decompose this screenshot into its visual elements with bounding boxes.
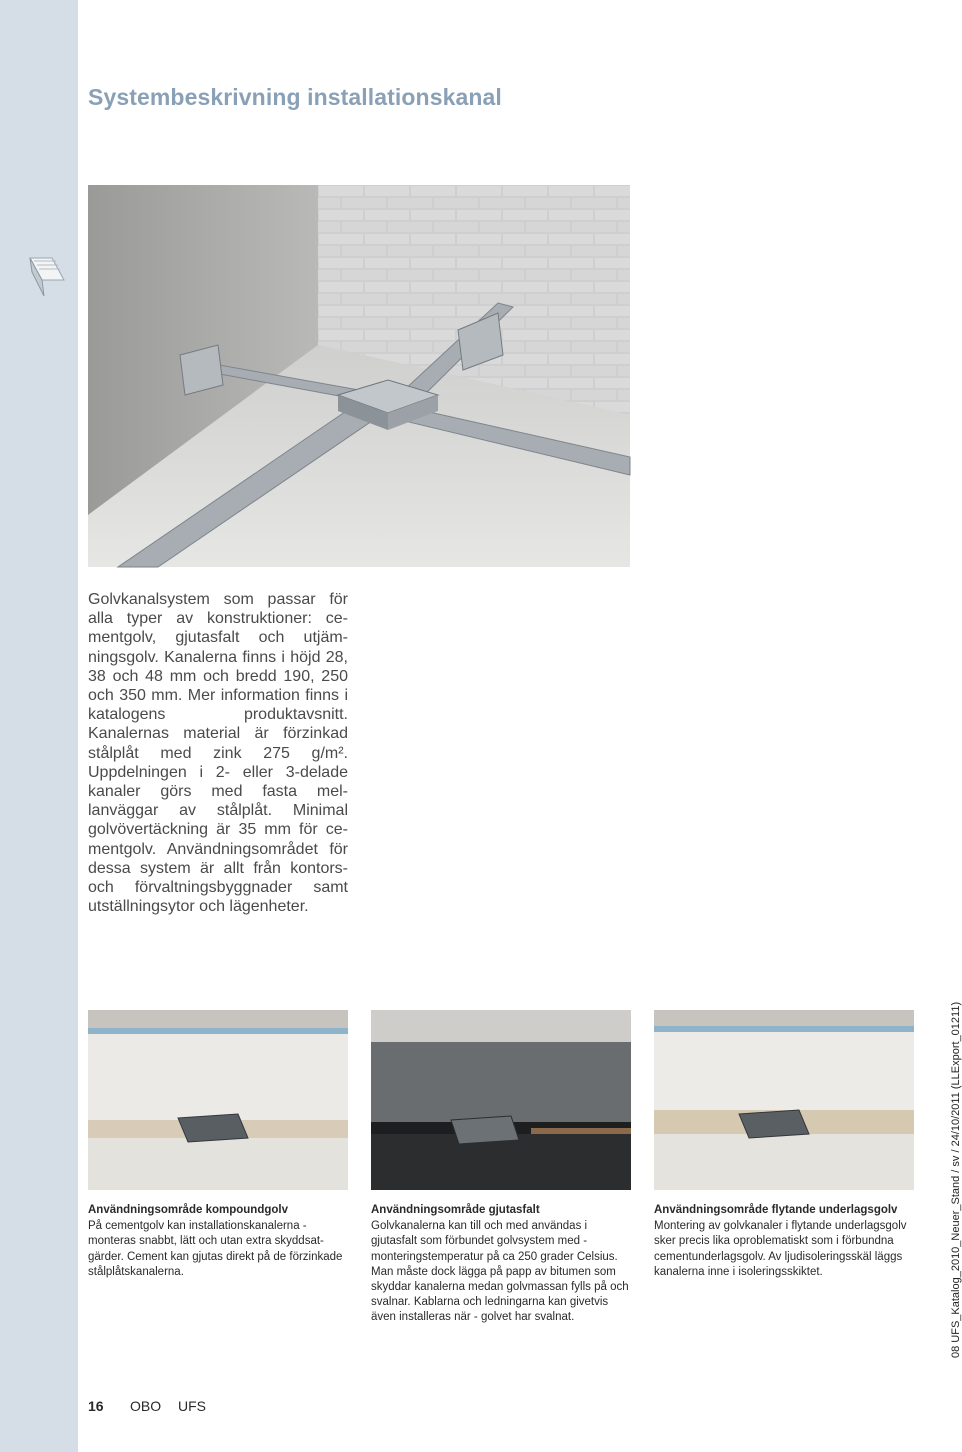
side-file-note: 08 UFS_Katalog_2010_Neuer_Stand / sv / 24/10/2011 (LLExport_01211) <box>950 1001 962 1358</box>
card-body: Golvkanalerna kan till och med användas i gjutasfalt som förbundet golvsystem med - monteringstemperatur på ca 250 grader Celsius. Man måste dock lägga på papp av bitumen som skyddar kanalerna medan golvmassan fylls på och svalnar. Kablarna och ledningarna kan givetvis även installeras när - golvet har svalnat. <box>371 1220 629 1324</box>
intro-paragraph: Golvkanalsystem som passar för alla typer av konstruktioner: cementgolv, gjutasfalt och utjämningsgolv. Kanalerna finns i höjd 28, 38 och 48 mm och bredd 190, 250 och 350 mm. Mer information finns i katalogens produktavsnitt. Kanalernas material är förzinkad stålplåt med zink 275 g/m². Uppdelningen i 2- eller 3-delade kanaler görs med fasta mellanväggar av stålplåt. Minimal golvövertäckning är 35 mm för cementgolv. Användningsområdet för dessa system är allt från kontors- och förvaltningsbyggnader samt utställningsytor och lägenheter. <box>88 591 348 916</box>
footer-series: UFS <box>178 1398 206 1414</box>
left-margin-band <box>0 0 78 1452</box>
hero-photo <box>88 185 630 567</box>
compound-floor-photo <box>88 1010 348 1190</box>
page-number: 16 <box>88 1398 104 1414</box>
card-body: På cementgolv kan installationskanalerna - monteras snabbt, lätt och utan extra skyddsatgärder. Cement kan gjutas direkt på de förzinkade stålplåtskanalerna. <box>88 1220 343 1278</box>
floating-screed-photo <box>654 1010 914 1190</box>
page-title: Systembeskrivning installationskanal <box>88 84 502 110</box>
card-heading: Användningsområde flytande underlagsgolv <box>654 1204 898 1216</box>
card-floating-screed <box>654 1203 916 1280</box>
card-heading: Användningsområde gjutasfalt <box>371 1204 540 1216</box>
card-mastic-asphalt <box>371 1203 633 1326</box>
page-marker-icon <box>22 252 70 300</box>
mastic-asphalt-photo <box>371 1010 631 1190</box>
footer-brand: OBO <box>130 1398 162 1414</box>
card-compound-floor <box>88 1203 350 1280</box>
card-heading: Användningsområde kompoundgolv <box>88 1204 288 1216</box>
card-body: Montering av golvkanaler i flytande underlagsgolv sker precis lika oproblematiskt som i förbundna cementunderlagsgolv. Av ljudisoleringsskäl läggs kanalerna inne i isoleringsskiktet. <box>654 1220 907 1278</box>
